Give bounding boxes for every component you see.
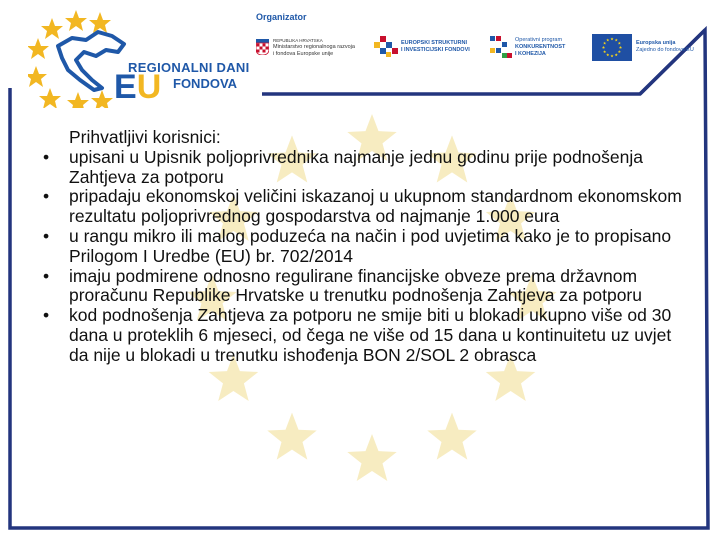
logo-subtitle: FONDOVA	[173, 76, 238, 91]
op-text	[515, 37, 565, 58]
list-item-text: upisani u Upisnik poljoprivrednika najmanje jednu godinu prije podnošenja Zahtjeva za potporu	[69, 146, 643, 187]
list-item-text: pripadaju ekonomskoj veličini iskazanoj u ukupnom standardnom ekonomskom rezultatu poljoprivrednog gospodarstva od najmanje 1.000 eura	[69, 186, 682, 227]
logo-eu-text: EU	[114, 68, 162, 106]
list-item-text: u rangu mikro ili malog poduzeća na način i pod uvjetima kako je to propisano Prilogom I Uredbe (EU) br. 702/2014	[69, 225, 672, 266]
bullet-icon: •	[43, 146, 50, 167]
ministry-logo	[256, 30, 355, 64]
organizer-label: Organizator	[256, 12, 307, 22]
eu-text	[636, 40, 694, 54]
op-line: I KOHEZIJA	[515, 50, 546, 57]
logo-eu-mark	[114, 70, 161, 104]
list-item	[43, 267, 683, 307]
op-line: Operativni program	[515, 36, 563, 43]
bullet-icon: •	[43, 305, 50, 326]
bullet-icon: •	[43, 225, 50, 246]
eu-line: Europska unija	[636, 40, 676, 46]
bullet-icon: •	[43, 186, 50, 207]
croatian-coat-of-arms-icon	[256, 39, 269, 55]
regionalni-dani-logo	[28, 8, 258, 108]
list-item-text: kod podnošenja Zahtjeva za potporu ne smije biti u blokadi ukupno više od 30 dana u proteklih 6 mjeseci, od čega ne više od 15 dana u kontinuitetu uz uvjet da nije u blokadi u trenutku ishođenja BON 2/SOL 2 obrasca	[69, 305, 672, 365]
list-item	[43, 306, 683, 365]
eu-flag-icon	[592, 34, 632, 61]
ministry-line: i fondova Europske unije	[273, 50, 334, 57]
esi-funds-line: EUROPSKI STRUKTURNI	[401, 40, 468, 46]
esi-funds-text	[401, 40, 470, 54]
list-item	[43, 187, 683, 227]
esi-funds-line: I INVESTICIJSKI FONDOVI	[401, 47, 470, 53]
list-item	[43, 227, 683, 267]
bullet-icon: •	[43, 265, 50, 286]
esi-funds-logo	[372, 30, 470, 64]
logo-title: REGIONALNI DANI	[128, 60, 250, 75]
list-item	[43, 148, 683, 188]
esi-funds-mosaic-icon	[372, 36, 398, 58]
op-mosaic-icon	[490, 36, 512, 58]
eligibility-content	[43, 128, 683, 366]
eligibility-list	[43, 148, 683, 366]
op-line: KONKURENTNOST	[515, 43, 566, 50]
intro-heading: Prihvatljivi korisnici:	[69, 127, 221, 147]
eu-line: Zajedno do fondova EU	[636, 47, 694, 53]
ministry-line: Ministarstvo regionalnoga razvoja	[273, 43, 355, 50]
ministry-text	[273, 37, 355, 58]
eu-logo	[592, 30, 694, 64]
ministry-line: REPUBLIKA HRVATSKA	[273, 37, 323, 43]
op-competitiveness-logo	[490, 30, 565, 64]
list-item-text: imaju podmirene odnosno regulirane financijske obveze prema državnom proračunu Republike Hrvatske u trenutku podnošenja Zahtjeva za potporu	[69, 265, 642, 306]
